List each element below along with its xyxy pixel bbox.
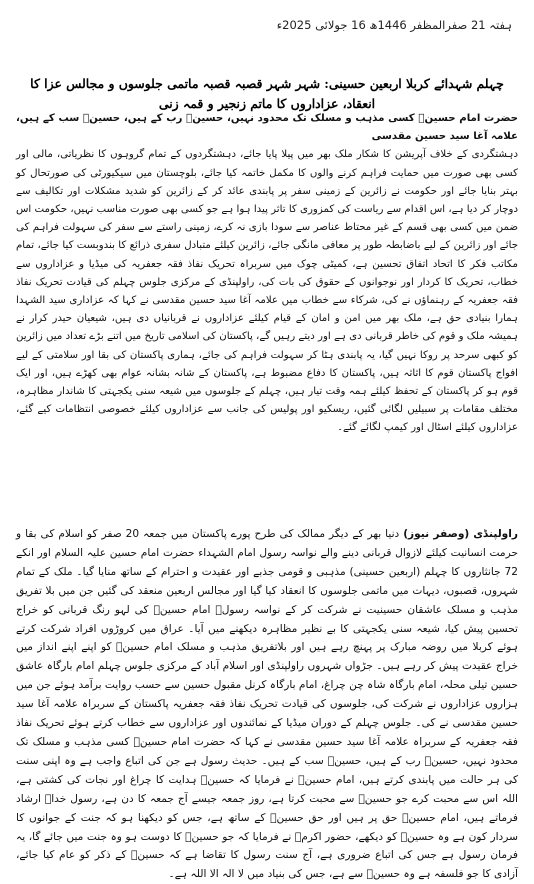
news-agency: (وصفر نیوز) [403, 528, 470, 540]
section-gap [0, 480, 534, 522]
summary-lead: حضرت امام حسینؑ کسی مذہب و مسلک تک محدود نہیں، حسینؑ رب کے ہیں، حسینؑ سب کے ہیں، علامہ آغا سید حسین مقدسی [16, 113, 518, 143]
dateline: ہفتہ 21 صفرالمظفر 1446ھ 16 جولائی 2025ء [276, 18, 512, 32]
dateline-place: راولپنڈی [473, 528, 518, 540]
body-text: دنیا بھر کے دیگر ممالک کی طرح پورے پاکستان میں جمعہ 20 صفر کو اسلام کی بقا و حرمت انسانیت کیلئے لازوال قربانی دینے والے نواسہ رسول امام الشہداء حضرت امام حسین علیہ السلام اور انکے 72 جانثاروں کا چہلم (اربعین حسینی) مذہبی و قومی جذبے اور عقیدت و احترام کے ساتھ منایا گیا۔ ملک کے تمام شہروں، قصبوں، دیہات میں ماتمی جلوسوں کا انعقاد کیا گیا اور مجالس اربعین منعقد کی گئیں جن میں بلا تفریق مذہب و مسلک عاشقان حسینیت نے شرکت کر کے نواسہ رسولؐ امام حسینؑ کی لہو رنگ قربانی کو خراج تحسین پیش کیا، شیعہ سنی یکجہتی کا بے نظیر مظاہرہ دیکھنے میں آیا۔ عراق میں کروڑوں افراد شرکت کرتے ہوئے کربلا میں روضہ مبارک پر پہنچ رہے ہیں اور بلاتفریق مذہب و مسلک امام حسینؑ کو اپنے اپنے انداز میں خراج عقیدت پیش کر رہے ہیں۔ جڑواں شہروں راولپنڈی اور اسلام آباد کے مرکزی جلوس چہلم امام بارگاہ عاشق حسین تیلی محلہ، امام بارگاہ شاہ چن چراغ، امام بارگاہ کرنل مقبول حسین سے حسب روایت برآمد ہوئے جن میں ہزاروں عزاداروں نے شرکت کی، جلوسوں کی قیادت تحریک نفاذ فقہ جعفریہ پاکستان کے سربراہ علامہ آغا سید حسین مقدسی نے کی۔ جلوس چہلم کے دوران میڈیا کے نمائندوں اور عزاداروں سے خطاب کرتے ہوئے تحریک نفاذ فقہ جعفریہ کے سربراہ علامہ آغا سید حسین مقدسی نے کہا کہ حضرت امام حسینؑ کسی مذہب و مسلک تک محدود نہیں، حسینؑ رب کے ہیں، حسینؑ سب کے ہیں۔ حدیث رسول ہے جن کی اتباع واجب ہے وہ اپنی سنت کی ہر حالت میں پابندی کرتے ہیں، امام حسینؑ نے فرمایا کہ حسینؑ ہدایت کا چراغ اور نجات کی کشتی ہے، اللہ اس سے محبت کرے جو حسینؑ سے محبت کرتا ہے، روز جمعہ جیسے آج جمعہ کا دن ہے، رسول خداؐ ارشاد فرماتے ہیں، امام حسینؑ حق پر ہیں اور حق حسینؑ کے ساتھ ہے، جس کو دیکھنا ہو کہ جنت کے جوانوں کا سردار کون ہے وہ حسینؑ کو دیکھے، حضور اکرمؐ نے فرمایا کہ جو حسینؑ کا دوست ہو وہ جنت میں جائے گا، یہ فرمان رسول ہے جس کی اتباع ضروری ہے، آج سنت رسول کا تقاضا ہے کہ حسینؑ کے ذکر کو عام کیا جائے، آزادی کا جو فلسفہ ہے وہ حسینؑ سے ہے، جس کی بنیاد میں لا الہ الا اللہ ہے۔ [16, 528, 518, 881]
body-paragraph [16, 525, 518, 884]
article-headline: چہلم شہدائے کربلا اربعین حسینی: شہر شہر قصبہ قصبہ ماتمی جلوسوں و مجالس عزا کا انعقاد، عزاداروں کا ماتم زنجیر و قمہ زنی [30, 76, 504, 112]
article-summary [16, 110, 518, 478]
article-body [16, 525, 518, 881]
summary-text: دہشتگردی کے خلاف آپریشن کا شکار ملک بھر میں پیلا پایا جائے، دہشتگردوں کے تمام گروہوں کا نظریاتی، مالی اور کسی بھی صورت میں حمایت فراہم کرنے والوں کا مکمل خاتمہ کیا جائے، بلوچستان میں سیکیورٹی کی صورتحال کو بہتر بنایا جائے اور حکومت نے زائرین کے زمینی سفر پر پابندی عائد کر کے زائرین کو شدید مشکلات اور تکالیف سے دوچار کر دیا ہے، اس اقدام سے ریاست کی کمزوری کا تاثر پیدا ہوا ہے جو کسی بھی صورت مناسب نہیں، حکومت اس ضمن میں کسی بھی قسم کے غیر محتاط عناصر سے سودا بازی نہ کرے، زمینی راستے سے سفر کی سہولت فراہم کی جائے اور زائرین کے لیے باضابطہ طور پر معافی مانگی جائے، زائرین کیلئے متبادل سفری ذرائع کا بندوبست کیا جائے، تمام مکاتب فکر کا اتحاد اتفاق تحسین ہے، کمیٹی چوک میں سربراہ تحریک نفاذ فقہ جعفریہ کی میڈیا و عزاداروں سے خطاب، تحریک کا کردار اور نوجوانوں کے حقوق کی بات کی، راولپنڈی کے مرکزی جلوس چہلم کی قیادت تحریک نفاذ فقہ جعفریہ کے رہنماؤں نے کی، شرکاء سے خطاب میں علامہ آغا سید حسین مقدسی نے کہا کہ عزاداری سید الشہدا ہمارا بنیادی حق ہے، ملک بھر میں امن و امان کے قیام کیلئے عزاداروں نے قربانیاں دی ہیں، شیعیان حیدر کرار نے ہمیشہ ملک و قوم کی خاطر قربانی دی ہے اور دیتے رہیں گے، پاکستان کی اسلامی تاریخ میں اتنے بڑے تعداد میں زائرین کو کبھی سرحد پر روکا نہیں گیا، یہ پابندی ہٹا کر سہولت فراہم کی جائے، ہماری پاکستان کی بقا اور سلامتی کے لیے افواج پاکستان قوم کا اثاثہ ہیں، پاکستان کا دفاع مضبوط ہے، پاکستان کے شانہ بشانہ عوام بھی کھڑے ہیں، اور ایک قوم ہو کر پاکستان کے تحفظ کیلئے ہمہ وقت تیار ہیں، چہلم کے جلوسوں میں شیعہ سنی یکجہتی کا شاندار مظاہرہ، مختلف مقامات پر سبیلیں لگائی گئیں، ریسکیو اور پولیس کی جانب سے عزاداروں کیلئے خصوصی انتظامات کیے گئے، عزاداروں کیلئے اسٹال اور کیمپ لگائے گئے۔ [16, 149, 518, 434]
